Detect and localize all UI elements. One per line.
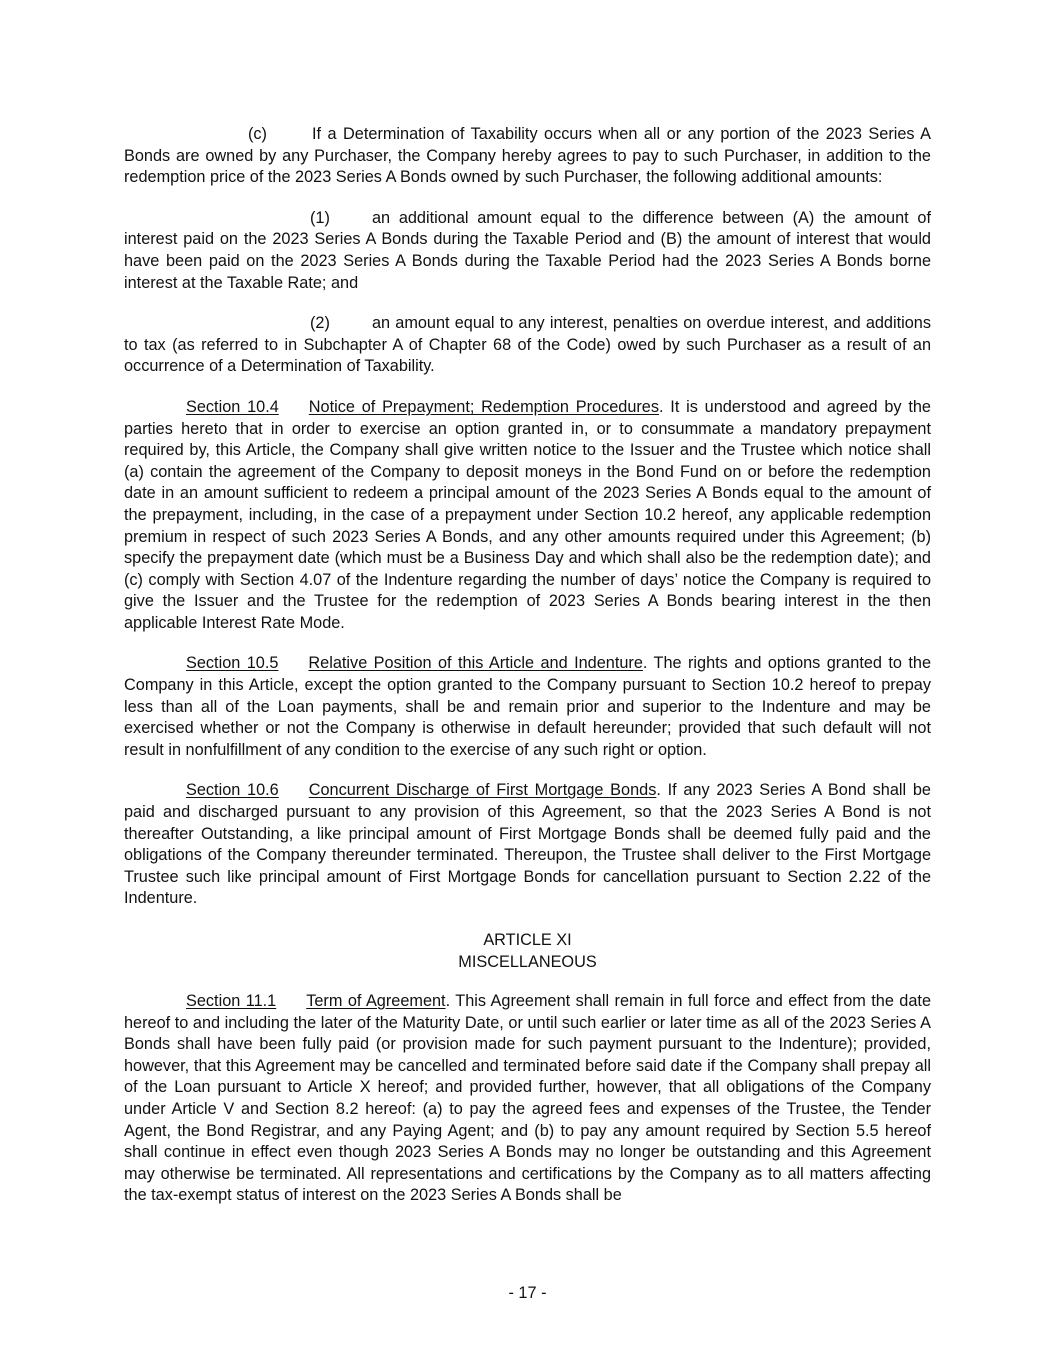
section-10-5-body: . The rights and options granted to the Company in this Article, except the option granted to the Company pursuant to Section 10.2 hereof to prepay less than all of the Loan payments, shall be and remain prior and superior to the Indenture and may be exercised whether or not the Company is otherwise in default hereunder; provided that such default will not result in nonfulfillment of any condition to the exercise of any such right or option. <box>124 654 931 759</box>
section-11-1-body: . This Agreement shall remain in full force and effect from the date hereof to and including the later of the Maturity Date, or until such earlier or later time as all of the 2023 Series A Bonds shall have been fully paid (or provision made for such payment pursuant to the Indenture); provided, however, that this Agreement may be cancelled and terminated before said date if the Company shall prepay all of the Loan pursuant to Article X hereof; and provided further, however, that all obligations of the Company under Article V and Section 8.2 hereof: (a) to pay the agreed fees and expenses of the Trustee, the Tender Agent, the Bond Registrar, and any Paying Agent; and (b) to pay any amount required by Section 5.5 hereof shall continue in effect even though 2023 Series A Bonds may no longer be outstanding and this Agreement may otherwise be terminated. All representations and certifications by the Company as to all matters affecting the tax-exempt status of interest on the 2023 Series A Bonds shall be <box>124 992 931 1205</box>
section-10-4-number: Section 10.4 <box>186 397 279 416</box>
page-number: - 17 - <box>508 1284 547 1302</box>
section-10-5 <box>124 653 931 761</box>
article-heading <box>124 929 931 973</box>
paragraph-c-label: (c) <box>248 125 267 143</box>
section-10-4 <box>124 397 931 635</box>
document-page <box>124 124 931 1207</box>
section-10-4-body: . It is understood and agreed by the parties hereto that in order to exercise an option granted in, or to consummate a mandatory prepayment required by, this Article, the Company shall give written notice to the Issuer and the Trustee which notice shall (a) contain the agreement of the Company to deposit moneys in the Bond Fund on or before the redemption date in an amount sufficient to redeem a principal amount of the 2023 Series A Bonds equal to the amount of the prepayment, including, in the case of a prepayment under Section 10.2 hereof, any applicable redemption premium in respect of such 2023 Series A Bonds, and any other amounts required under this Agreement; (b) specify the prepayment date (which must be a Business Day and which shall also be the redemption date); and (c) comply with Section 4.07 of the Indenture regarding the number of days’ notice the Company is required to give the Issuer and the Trustee for the redemption of 2023 Series A Bonds bearing interest in the then applicable Interest Rate Mode. <box>124 397 931 632</box>
article-subtitle: MISCELLANEOUS <box>458 953 597 971</box>
paragraph-2 <box>124 313 931 378</box>
article-title: ARTICLE XI <box>483 931 572 949</box>
section-10-6-heading: Concurrent Discharge of First Mortgage Bonds <box>308 781 657 800</box>
section-10-6-body: . If any 2023 Series A Bond shall be paid and discharged pursuant to any provision of this Agreement, so that the 2023 Series A Bond is not thereafter Outstanding, a like principal amount of First Mortgage Bonds shall be deemed fully paid and the obligations of the Company thereunder terminated. Thereupon, the Trustee shall deliver to the First Mortgage Trustee such like principal amount of First Mortgage Bonds for cancellation pursuant to Section 2.22 of the Indenture. <box>124 781 931 908</box>
paragraph-1-label: (1) <box>310 208 330 227</box>
section-10-4-heading: Notice of Prepayment; Redemption Procedures <box>308 397 659 416</box>
section-10-5-heading: Relative Position of this Article and Indenture <box>308 654 643 673</box>
section-11-1 <box>124 991 931 1207</box>
section-10-5-number: Section 10.5 <box>186 654 279 673</box>
paragraph-c-text: If a Determination of Taxability occurs when all or any portion of the 2023 Series A Bonds are owned by any Purchaser, the Company hereby agrees to pay to such Purchaser, in addition to the redemption price of the 2023 Series A Bonds owned by such Purchaser, the following additional amounts: <box>124 125 931 187</box>
paragraph-1-text: an additional amount equal to the difference between (A) the amount of interest paid on the 2023 Series A Bonds during the Taxable Period and (B) the amount of interest that would have been paid on the 2023 Series A Bonds during the Taxable Period had the 2023 Series A Bonds borne interest at the Taxable Rate; and <box>124 208 931 292</box>
section-10-6-number: Section 10.6 <box>186 781 279 800</box>
paragraph-1 <box>124 208 931 294</box>
paragraph-2-label: (2) <box>310 314 330 333</box>
section-10-6 <box>124 780 931 910</box>
section-11-1-number: Section 11.1 <box>186 992 277 1010</box>
paragraph-c <box>124 124 931 189</box>
section-11-1-heading: Term of Agreement <box>306 992 446 1010</box>
paragraph-2-text: an amount equal to any interest, penalties on overdue interest, and additions to tax (as referred to in Subchapter A of Chapter 68 of the Code) owed by such Purchaser as a result of an occurrence of a Determination of Taxability. <box>124 314 931 376</box>
